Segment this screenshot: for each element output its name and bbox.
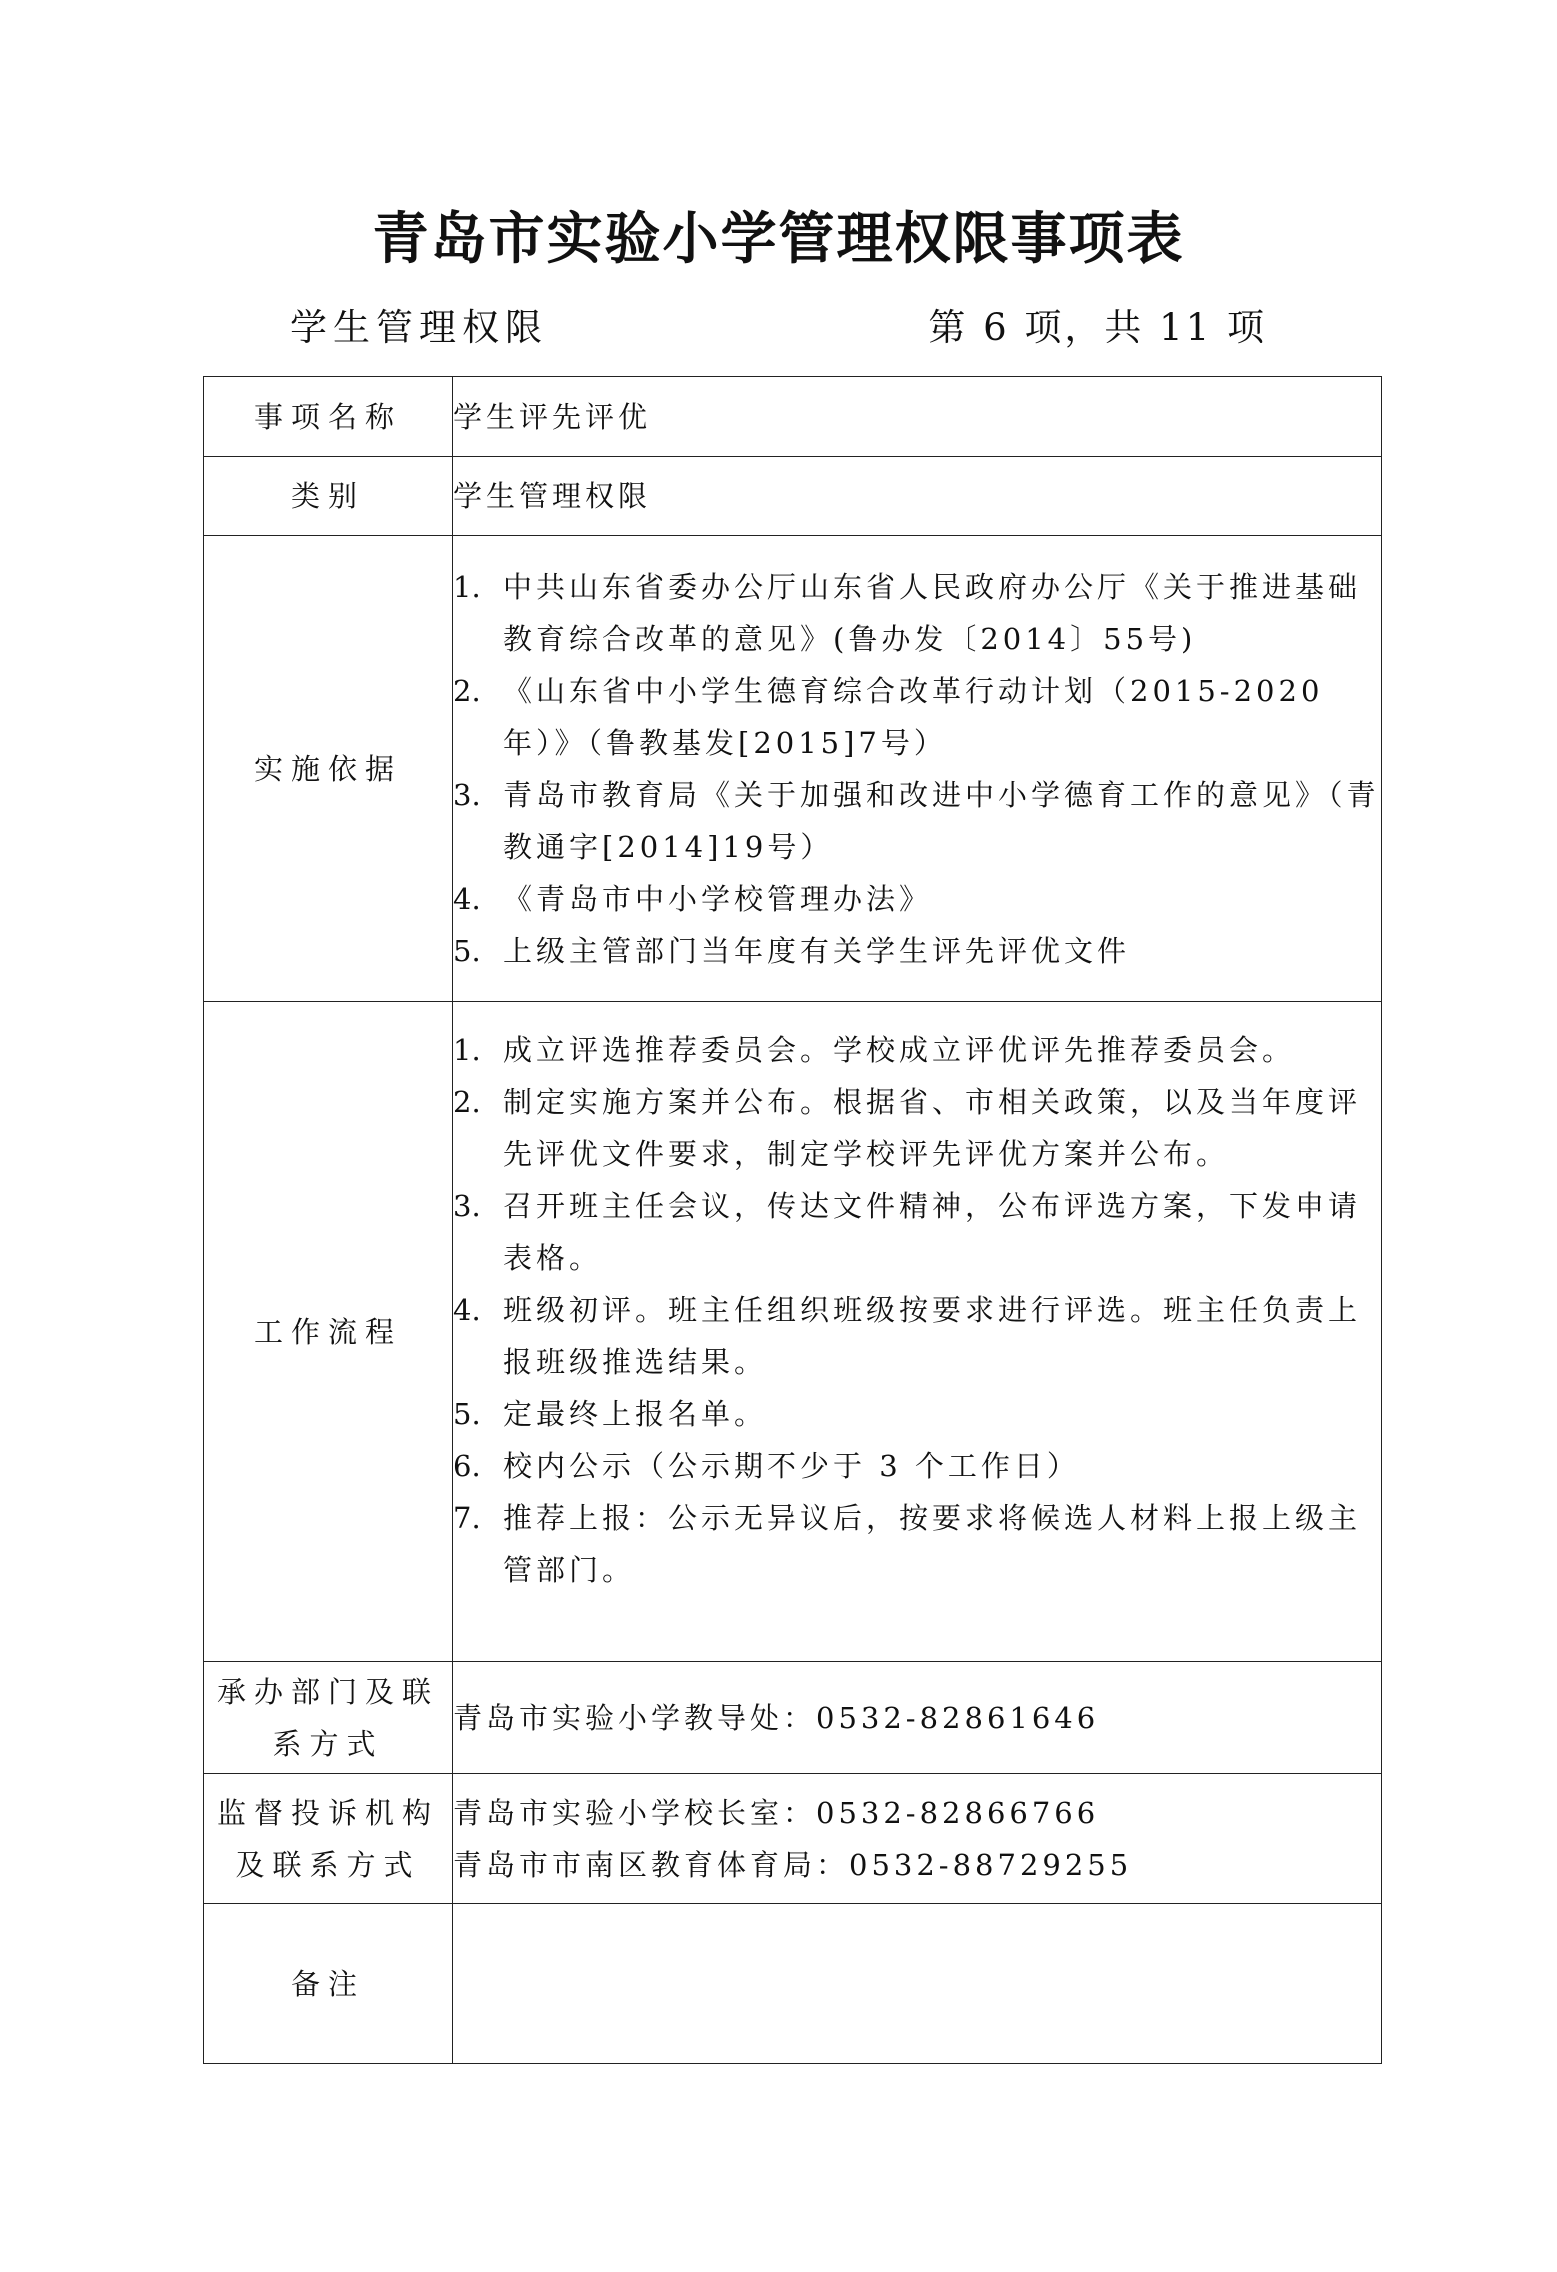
row-department: [204, 1662, 1382, 1774]
label-remarks: 备注: [204, 1904, 453, 2064]
basis-list: [453, 561, 1381, 977]
list-item: [453, 1284, 1381, 1388]
list-item-text: 推荐上报：公示无异议后，按要求将候选人材料上报上级主管部门。: [503, 1501, 1362, 1587]
list-item: [453, 873, 1381, 925]
label-basis: 实施依据: [204, 536, 453, 1002]
list-item-number: 2.: [453, 673, 481, 708]
list-item: [453, 1388, 1381, 1440]
list-item-number: 5.: [453, 933, 481, 968]
label-department: [204, 1662, 453, 1774]
list-item: [453, 1024, 1381, 1076]
list-item-text: 制定实施方案并公布。根据省、市相关政策，以及当年度评先评优文件要求，制定学校评先评优方案并公布。: [503, 1085, 1362, 1171]
list-item-text: 成立评选推荐委员会。学校成立评优评先推荐委员会。: [503, 1033, 1296, 1067]
value-department: 青岛市实验小学教导处：0532-82861646: [453, 1662, 1382, 1774]
list-item-number: 3.: [453, 777, 481, 812]
label-item-name: 事项名称: [204, 377, 453, 457]
list-item: [453, 561, 1381, 665]
list-item-number: 4.: [453, 881, 481, 916]
list-item: [453, 1440, 1381, 1492]
list-item-number: 6.: [453, 1449, 481, 1483]
authority-table: [203, 376, 1382, 2064]
row-supervision: [204, 1774, 1382, 1904]
list-item: [453, 1076, 1381, 1180]
subtitle-item-count: 第 6 项，共 11 项: [928, 306, 1267, 349]
list-item-text: 《青岛市中小学校管理办法》: [503, 881, 933, 916]
list-item-text: 《山东省中小学生德育综合改革行动计划（2015-2020年）》（鲁教基发[2015]7号）: [503, 673, 1324, 760]
label-workflow: 工作流程: [204, 1002, 453, 1662]
list-item-number: 4.: [453, 1293, 481, 1327]
list-item-text: 中共山东省委办公厅山东省人民政府办公厅《关于推进基础教育综合改革的意见》(鲁办发〔2014〕55号): [503, 569, 1362, 656]
workflow-list: [453, 1024, 1381, 1596]
list-item: [453, 1492, 1381, 1596]
row-item-name: [204, 377, 1382, 457]
list-item-number: 7.: [453, 1501, 481, 1535]
list-item: [453, 665, 1381, 769]
subtitle-category: 学生管理权限: [290, 306, 548, 349]
list-item-number: 5.: [453, 1397, 481, 1431]
label-department-line2: 系方式: [272, 1726, 384, 1761]
list-item-text: 青岛市教育局《关于加强和改进中小学德育工作的意见》（青教通字[2014]19号）: [503, 777, 1380, 864]
row-category: [204, 457, 1382, 536]
row-workflow: [204, 1002, 1382, 1662]
list-item-text: 上级主管部门当年度有关学生评先评优文件: [503, 933, 1131, 968]
label-supervision-line2: 及联系方式: [235, 1847, 421, 1882]
label-supervision: [204, 1774, 453, 1904]
value-basis: [453, 536, 1382, 1002]
value-workflow: [453, 1002, 1382, 1662]
list-item-number: 1.: [453, 1033, 481, 1067]
list-item-number: 1.: [453, 569, 481, 604]
list-item-number: 3.: [453, 1189, 481, 1223]
label-category: 类别: [204, 457, 453, 536]
row-basis: [204, 536, 1382, 1002]
list-item-text: 定最终上报名单。: [503, 1397, 768, 1431]
list-item: [453, 1180, 1381, 1284]
label-supervision-line1: 监督投诉机构: [216, 1795, 439, 1830]
list-item-text: 校内公示（公示期不少于 3 个工作日）: [503, 1449, 1080, 1483]
row-remarks: [204, 1904, 1382, 2064]
list-item-number: 2.: [453, 1085, 481, 1119]
list-item-text: 召开班主任会议，传达文件精神，公布评选方案，下发申请表格。: [503, 1189, 1362, 1275]
value-supervision-line1: 青岛市实验小学校长室：0532-82866766: [453, 1795, 1100, 1830]
page-title: 青岛市实验小学管理权限事项表: [372, 207, 1185, 272]
value-supervision: [453, 1774, 1382, 1904]
value-supervision-line2: 青岛市市南区教育体育局：0532-88729255: [453, 1847, 1133, 1882]
list-item: [453, 769, 1381, 873]
label-department-line1: 承办部门及联: [216, 1674, 439, 1709]
list-item-text: 班级初评。班主任组织班级按要求进行评选。班主任负责上报班级推选结果。: [503, 1293, 1362, 1379]
value-category: 学生管理权限: [453, 457, 1382, 536]
list-item: [453, 925, 1381, 977]
value-remarks: [453, 1904, 1382, 2064]
value-item-name: 学生评先评优: [453, 377, 1382, 457]
